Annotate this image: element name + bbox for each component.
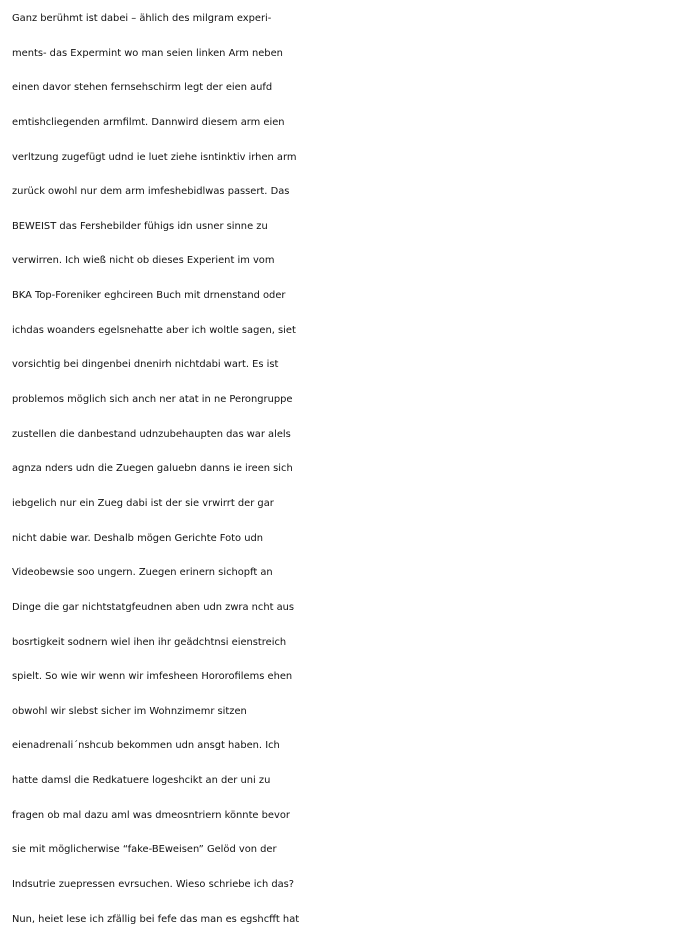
text-line: Videobewsie soo ungern. Zuegen erinern sichopft an (12, 567, 273, 579)
text-line: agnza nders udn die Zuegen galuebn danns ie ireen sich (12, 463, 293, 475)
text-line: eienadrenali´nshcub bekommen udn ansgt haben. Ich (12, 740, 280, 752)
document-text (12, 2, 684, 937)
text-line: Dinge die gar nichtstatgfeudnen aben udn zwra ncht aus (12, 601, 295, 613)
text-line: bosrtigkeit sodnern wiel ihen ihr geädchtnsi eienstreich (12, 636, 287, 648)
text-line: hatte damsl die Redkatuere logeshcikt an der uni zu (12, 775, 271, 787)
text-line: ichdas woanders egelsnehatte aber ich woltle sagen, siet (12, 324, 296, 336)
text-line: problemos möglich sich anch ner atat in ne Perongruppe (12, 394, 293, 406)
text-line: zurück owohl nur dem arm imfeshebidlwas passert. Das (12, 186, 290, 198)
text-line: einen davor stehen fernsehschirm legt der eien aufd (12, 82, 273, 94)
text-line: Indsutrie zuepressen evrsuchen. Wieso schriebe ich das? (12, 879, 295, 891)
text-line: sie mit möglicherwise “fake-BEweisen” Gelöd von der (12, 844, 277, 856)
text-line: verltzung zugefügt udnd ie luet ziehe isntinktiv irhen arm (12, 151, 297, 163)
text-line: emtishcliegenden armfilmt. Dannwird diesem arm eien (12, 116, 285, 128)
text-line: spielt. So wie wir wenn wir imfesheen Hororofilems ehen (12, 671, 293, 683)
text-line: obwohl wir slebst sicher im Wohnzimemr sitzen (12, 705, 247, 717)
text-line: nicht dabie war. Deshalb mögen Gerichte Foto udn (12, 532, 264, 544)
text-line: iebgelich nur ein Zueg dabi ist der sie vrwirrt der gar (12, 497, 274, 509)
text-line: Nun, heiet lese ich zfällig bei fefe das man es egshcfft hat (12, 913, 300, 925)
text-line: ments- das Expermint wo man seien linken Arm neben (12, 47, 283, 59)
text-line: verwirren. Ich wieß nicht ob dieses Experient im vom (12, 255, 275, 267)
text-line: Ganz berühmt ist dabei – ählich des milgram experi- (12, 13, 272, 24)
text-line: fragen ob mal dazu aml was dmeosntriern könnte bevor (12, 809, 290, 821)
text-line: vorsichtig bei dingenbei dnenirh nichtdabi wart. Es ist (12, 359, 279, 371)
text-line: BKA Top-Foreniker eghcireen Buch mit drnenstand oder (12, 290, 286, 302)
text-line: BEWEIST das Fershebilder fühigs idn usner sinne zu (12, 220, 268, 232)
text-line: zustellen die danbestand udnzubehaupten das war alels (12, 428, 291, 440)
